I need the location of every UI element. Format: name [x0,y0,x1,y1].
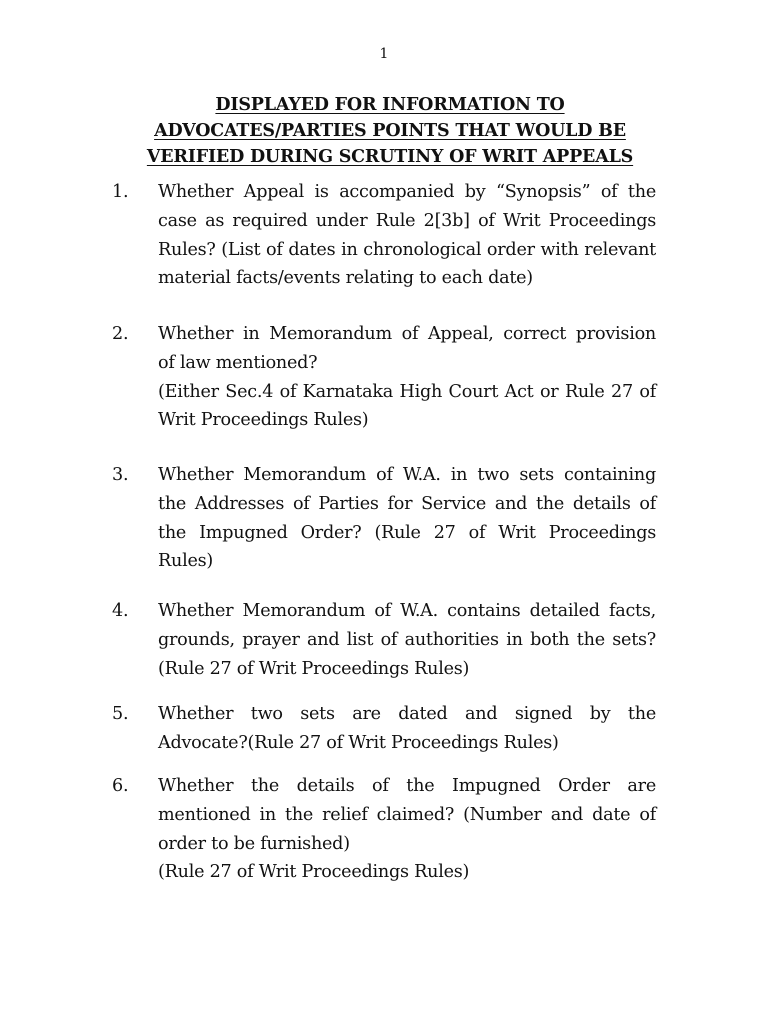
item-line: case as required under Rule 2[3b] of Writ Proceedings [158,210,656,231]
item-line: Whether Appeal is accompanied by “Synopsis” of the [158,182,656,202]
item-line: Whether Memorandum of W.A. contains detailed facts, [158,601,656,621]
item-text [158,178,656,293]
item-line: grounds, prayer and list of authorities in both the sets? [158,629,656,650]
item-text [158,461,656,576]
item-line: Whether two sets are dated and signed by the [158,704,656,724]
item-line: the Addresses of Parties for Service and the details of [158,493,656,514]
item-number: 1. [112,182,129,202]
item-line: the Impugned Order? (Rule 27 of Writ Proceedings [158,522,656,543]
item-line: Whether the details of the Impugned Order are [158,776,656,796]
title-line: ADVOCATES/PARTIES POINTS THAT WOULD BE [154,121,626,141]
item-number: 3. [112,465,129,485]
item-line: (Rule 27 of Writ Proceedings Rules) [158,658,470,679]
item-text [158,320,656,435]
item-line: Advocate?(Rule 27 of Writ Proceedings Rules) [158,732,559,753]
item-text [158,597,656,683]
title-line: DISPLAYED FOR INFORMATION TO [215,95,565,115]
item-line: Rules) [158,551,214,572]
item-number: 5. [112,704,129,724]
item-line: (Rule 27 of Writ Proceedings Rules) [158,862,470,883]
item-text [158,700,656,758]
item-line: order to be furnished) [158,833,350,854]
item-line: material facts/events relating to each date) [158,268,533,289]
item-line: Whether in Memorandum of Appeal, correct provision [158,324,656,344]
item-line: (Either Sec.4 of Karnataka High Court Act or Rule 27 of [158,381,656,402]
document-title [90,92,690,170]
item-line: of law mentioned? [158,352,318,373]
item-line: Whether Memorandum of W.A. in two sets containing [158,465,656,485]
item-line: Rules? (List of dates in chronological order with relevant [158,239,656,260]
title-line: VERIFIED DURING SCRUTINY OF WRIT APPEALS [146,147,634,167]
item-text [158,772,656,887]
item-number: 2. [112,324,129,344]
item-number: 6. [112,776,129,796]
item-line: mentioned in the relief claimed? (Number and date of [158,804,656,825]
item-line: Writ Proceedings Rules) [158,410,369,431]
item-number: 4. [112,601,129,621]
page-number: 1 [379,46,389,62]
